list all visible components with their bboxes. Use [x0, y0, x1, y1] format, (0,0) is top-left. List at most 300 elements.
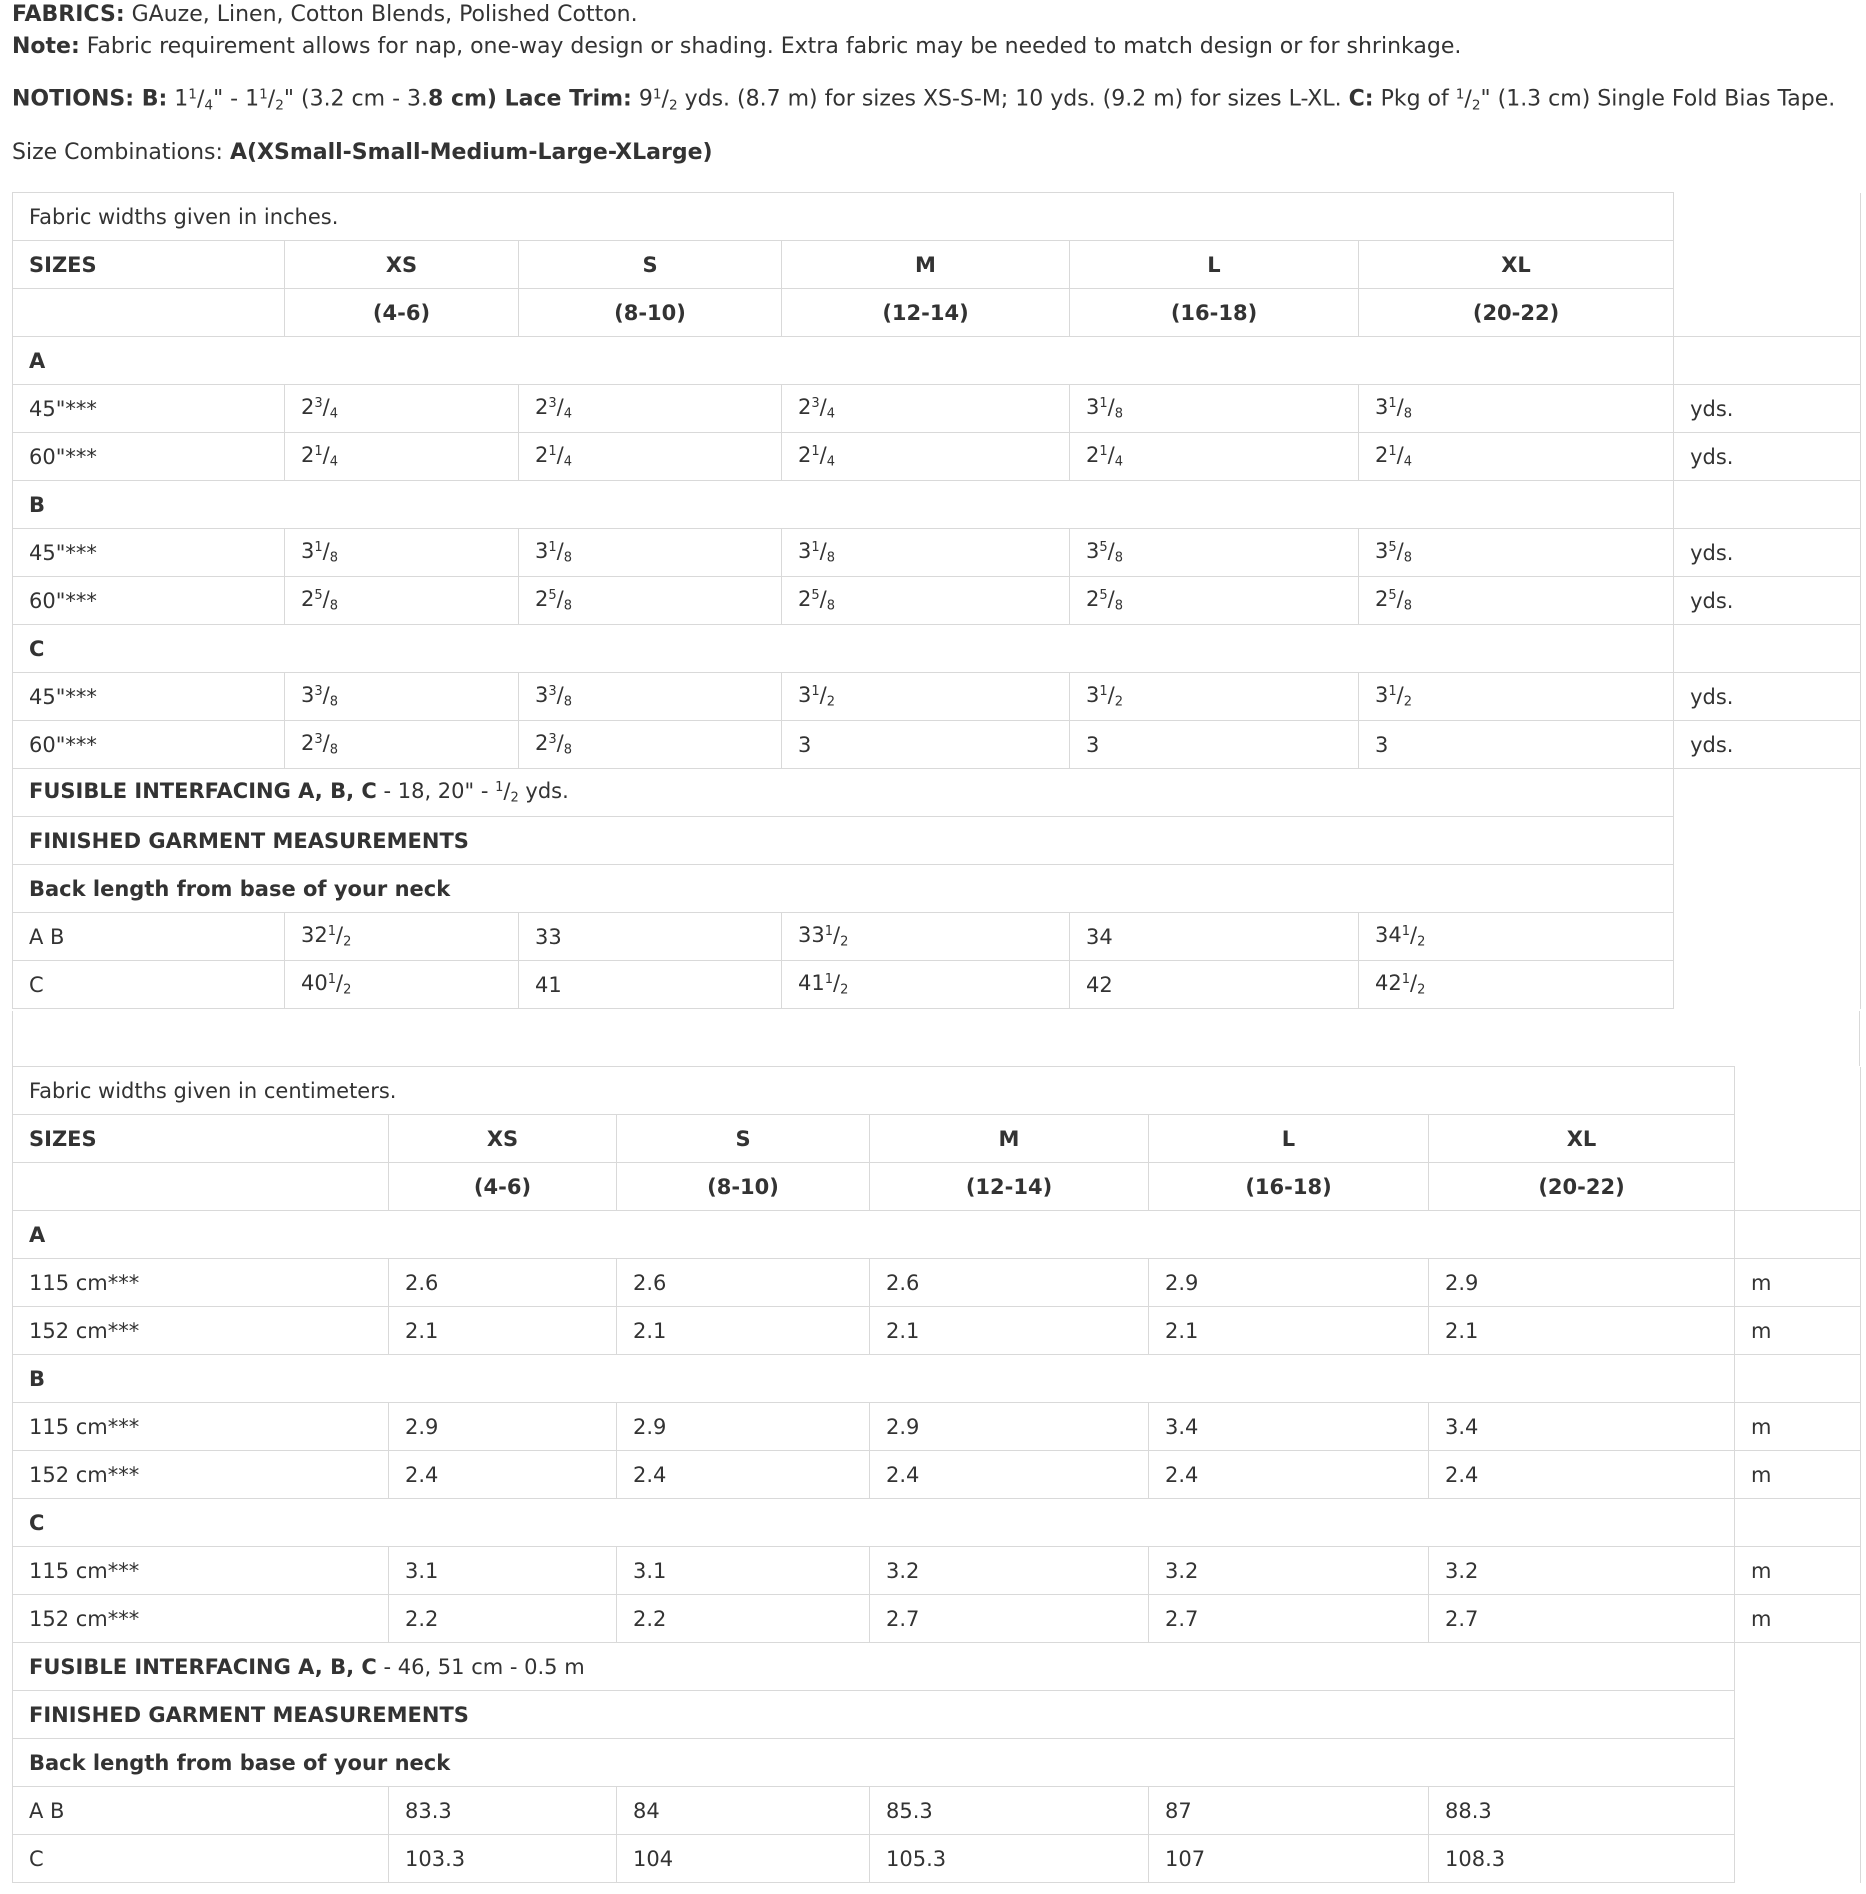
size-range-row [13, 289, 1861, 337]
yardage-value: 3.1 [617, 1547, 870, 1595]
value-fraction: $^1$/4 [314, 443, 339, 470]
interfacing-label: FUSIBLE INTERFACING A, B, C [29, 779, 377, 804]
value-whole: 3 [301, 539, 315, 564]
yardage-value [519, 577, 782, 625]
fraction-numerator: 1 [327, 924, 337, 940]
value-whole: 3 [1375, 683, 1389, 708]
view-row [13, 1499, 1861, 1547]
view-row [13, 337, 1861, 385]
value-fraction: $^3$/8 [314, 731, 339, 758]
yardage-value: 2.1 [870, 1307, 1149, 1355]
fraction-numerator: 1 [1099, 444, 1108, 460]
yardage-row [13, 577, 1861, 625]
measurement-value: 85.3 [870, 1787, 1149, 1835]
blank-cell [1735, 1691, 1861, 1739]
fraction-denominator: 4 [1403, 454, 1413, 470]
yardage-value [1070, 385, 1359, 433]
notions-b-mid: " - [213, 86, 246, 112]
back-length-row [13, 1739, 1861, 1787]
size-header: S [617, 1115, 870, 1163]
value-whole: 3 [1086, 683, 1100, 708]
yardage-value: 2.4 [1429, 1451, 1735, 1499]
value-whole: 3 [535, 539, 549, 564]
fraction-numerator: 3 [314, 396, 323, 412]
yardage-value: 2.1 [1149, 1307, 1429, 1355]
fraction-denominator: 2 [1403, 694, 1413, 710]
value-whole: 33 [798, 923, 825, 948]
fraction-denominator: 8 [329, 742, 339, 758]
fraction-numerator: 1 [1388, 444, 1397, 460]
fabric-width: 60"*** [13, 721, 285, 769]
notions-b-bold: 8 cm) Lace Trim: [428, 86, 632, 112]
yardage-value [782, 433, 1070, 481]
yardage-value [519, 673, 782, 721]
blank-cell [1735, 1643, 1861, 1691]
value-whole: 2 [1375, 443, 1389, 468]
yardage-value: 2.1 [1429, 1307, 1735, 1355]
fraction-denominator: 8 [826, 598, 836, 614]
size-header: XS [285, 241, 519, 289]
interfacing-row [13, 769, 1861, 817]
measurement-view-label: C [13, 1835, 389, 1883]
value-whole: 34 [1375, 923, 1402, 948]
yardage-value [1070, 577, 1359, 625]
value-whole: 3 [1086, 395, 1100, 420]
unit-label: yds. [1674, 721, 1861, 769]
fabric-width: 115 cm*** [13, 1547, 389, 1595]
fraction-numerator: 1 [1099, 684, 1108, 700]
fraction-denominator: 2 [840, 934, 849, 950]
yardage-value [1359, 433, 1674, 481]
fraction-numerator: 1 [811, 684, 820, 700]
yardage-value: 2.4 [870, 1451, 1149, 1499]
interfacing-text: - 18, 20" - [376, 779, 496, 804]
value-whole: 42 [1375, 971, 1402, 996]
measurement-value: 88.3 [1429, 1787, 1735, 1835]
view-label: A [13, 337, 1674, 385]
measurement-value: 107 [1149, 1835, 1429, 1883]
yardage-row [13, 721, 1861, 769]
blank-cell [13, 289, 285, 337]
fraction-numerator: 1 [188, 86, 197, 102]
value-whole: 3 [798, 683, 812, 708]
value-whole: 3 [1375, 395, 1389, 420]
blank-cell [1674, 193, 1861, 241]
measurement-value: 103.3 [389, 1835, 617, 1883]
blank-cell [1674, 769, 1861, 817]
yardage-value [782, 385, 1070, 433]
fraction-denominator: 2 [275, 96, 284, 113]
value-fraction: $^3$/8 [548, 731, 573, 758]
fabric-width: 60"*** [13, 433, 285, 481]
yardage-value: 2.7 [1429, 1595, 1735, 1643]
notions-label: NOTIONS: B: [12, 86, 168, 112]
fraction-denominator: 8 [563, 550, 573, 566]
yardage-value [519, 385, 782, 433]
fraction-denominator: 8 [329, 550, 339, 566]
value-fraction: $^5$/8 [1099, 539, 1124, 566]
measurement-view-label: C [13, 961, 285, 1009]
size-range: (12-14) [782, 289, 1070, 337]
blank-cell [1674, 625, 1861, 673]
measurement-value [782, 913, 1070, 961]
value-fraction: $^3$/4 [314, 395, 339, 422]
fraction-denominator: 8 [1403, 550, 1413, 566]
yardage-value: 2.1 [617, 1307, 870, 1355]
fraction-denominator: 8 [329, 694, 339, 710]
yardage-value: 3.4 [1149, 1403, 1429, 1451]
yardage-value [285, 529, 519, 577]
fabric-width: 115 cm*** [13, 1259, 389, 1307]
finished-measurements-row [13, 1691, 1861, 1739]
notions-b-tail: " (3.2 cm - 3. [283, 86, 428, 112]
size-range: (8-10) [519, 289, 782, 337]
value-whole: 32 [301, 923, 328, 948]
size-header: L [1149, 1115, 1429, 1163]
fraction-numerator: 5 [314, 588, 323, 604]
blank-cell [1674, 337, 1861, 385]
interfacing-fraction: $^1$/2 [495, 779, 519, 806]
fraction-numerator: 5 [1099, 540, 1108, 556]
blank-cell [1674, 481, 1861, 529]
value-whole: 40 [301, 971, 328, 996]
yardage-row [13, 529, 1861, 577]
blank-cell [1674, 817, 1861, 865]
blank-cell [1674, 241, 1861, 289]
size-header: XS [389, 1115, 617, 1163]
value-fraction: $^5$/8 [1388, 587, 1413, 614]
yardage-row [13, 385, 1861, 433]
measurement-value: 41 [519, 961, 782, 1009]
size-header: M [782, 241, 1070, 289]
table-caption: Fabric widths given in inches. [13, 193, 1674, 241]
size-combinations-line [12, 140, 713, 165]
value-fraction: $^1$/4 [811, 443, 836, 470]
yardage-row [13, 1259, 1861, 1307]
measurement-row [13, 1835, 1861, 1883]
fraction-numerator: 3 [548, 684, 557, 700]
yardage-value: 2.1 [389, 1307, 617, 1355]
fabric-width: 152 cm*** [13, 1307, 389, 1355]
back-length-heading: Back length from base of your neck [13, 865, 1674, 913]
yardage-value [285, 673, 519, 721]
yardage-value [1359, 673, 1674, 721]
size-range: (16-18) [1070, 289, 1359, 337]
measurement-value: 33 [519, 913, 782, 961]
fraction-numerator: 1 [548, 444, 557, 460]
finished-measurements-row [13, 817, 1861, 865]
value-whole: 2 [301, 395, 315, 420]
caption-row [13, 193, 1861, 241]
value-whole: 3 [535, 683, 549, 708]
view-label: B [13, 481, 1674, 529]
value-whole: 3 [1086, 539, 1100, 564]
fraction-denominator: 4 [563, 406, 573, 422]
notions-c-fraction: $^1$/2 [1455, 86, 1481, 113]
fraction-denominator: 8 [329, 598, 339, 614]
fraction-denominator: 8 [563, 742, 573, 758]
value-fraction: $^3$/8 [314, 683, 339, 710]
notions-c-pre: Pkg of [1380, 86, 1456, 112]
notions-b-fraction-2: $^1$/2 [259, 86, 284, 113]
yardage-value [782, 577, 1070, 625]
metric-yardage-table [12, 1066, 1861, 1883]
finished-measurements-heading: FINISHED GARMENT MEASUREMENTS [13, 1691, 1735, 1739]
sizes-label: SIZES [13, 241, 285, 289]
yardage-value [285, 577, 519, 625]
yardage-value [1359, 385, 1674, 433]
unit-label: yds. [1674, 529, 1861, 577]
value-fraction: $^1$/8 [1388, 395, 1413, 422]
table-spacer [12, 1011, 1860, 1066]
fabric-width: 45"*** [13, 385, 285, 433]
unit-label: yds. [1674, 673, 1861, 721]
fraction-denominator: 4 [826, 406, 836, 422]
size-header: XL [1429, 1115, 1735, 1163]
fraction-denominator: 4 [329, 454, 339, 470]
yardage-value: 2.4 [617, 1451, 870, 1499]
fraction-numerator: 1 [548, 540, 557, 556]
notions-b-whole2: 1 [245, 86, 260, 112]
fraction-denominator: 8 [563, 694, 573, 710]
yardage-value: 3.2 [870, 1547, 1149, 1595]
value-whole: 2 [798, 443, 812, 468]
value-fraction: $^1$/8 [1099, 395, 1124, 422]
value-fraction: $^1$/2 [1401, 971, 1426, 998]
value-fraction: $^1$/4 [1388, 443, 1413, 470]
size-header: S [519, 241, 782, 289]
fraction-denominator: 4 [563, 454, 573, 470]
view-label: B [13, 1355, 1735, 1403]
yardage-value [782, 673, 1070, 721]
yardage-row [13, 433, 1861, 481]
notions-c-text: " (1.3 cm) Single Fold Bias Tape. [1480, 86, 1836, 112]
yardage-value: 2.7 [1149, 1595, 1429, 1643]
fraction-denominator: 2 [1417, 934, 1426, 950]
size-combinations-value: A(XSmall-Small-Medium-Large-XLarge) [229, 140, 713, 165]
yardage-value: 3.1 [389, 1547, 617, 1595]
size-combinations-label: Size Combinations: [12, 140, 223, 165]
yardage-value: 2.9 [1429, 1259, 1735, 1307]
view-row [13, 625, 1861, 673]
blank-cell [1735, 1163, 1861, 1211]
blank-cell [1735, 1067, 1861, 1115]
blank-cell [1735, 1355, 1861, 1403]
fraction-numerator: 1 [1455, 86, 1465, 102]
blank-cell [13, 1163, 389, 1211]
interfacing-text: - 46, 51 cm - 0.5 m [376, 1654, 585, 1679]
note-label: Note: [12, 34, 80, 59]
yardage-value: 2.7 [870, 1595, 1149, 1643]
yardage-value [285, 433, 519, 481]
unit-label: m [1735, 1403, 1861, 1451]
fraction-denominator: 2 [510, 790, 519, 806]
measurement-value: 104 [617, 1835, 870, 1883]
yardage-value [519, 529, 782, 577]
value-whole: 3 [798, 539, 812, 564]
notions-b-whole1: 1 [174, 86, 189, 112]
fabric-width: 115 cm*** [13, 1403, 389, 1451]
yardage-value [519, 433, 782, 481]
value-whole: 2 [798, 395, 812, 420]
fraction-denominator: 8 [1114, 598, 1124, 614]
value-fraction: $^1$/2 [1401, 923, 1426, 950]
fraction-denominator: 4 [204, 96, 214, 113]
measurement-value [285, 913, 519, 961]
fraction-numerator: 3 [548, 732, 557, 748]
fabric-width: 60"*** [13, 577, 285, 625]
fabric-width: 45"*** [13, 673, 285, 721]
yardage-row [13, 1595, 1861, 1643]
value-fraction: $^1$/8 [314, 539, 339, 566]
yardage-value: 3 [782, 721, 1070, 769]
measurement-value: 105.3 [870, 1835, 1149, 1883]
back-length-row [13, 865, 1861, 913]
fraction-denominator: 8 [1114, 550, 1124, 566]
size-range: (20-22) [1429, 1163, 1735, 1211]
fraction-numerator: 1 [1388, 684, 1397, 700]
fraction-numerator: 1 [1401, 924, 1411, 940]
value-whole: 41 [798, 971, 825, 996]
fraction-denominator: 4 [826, 454, 836, 470]
value-fraction: $^1$/8 [548, 539, 573, 566]
fraction-denominator: 2 [1471, 96, 1481, 113]
yardage-value: 2.9 [617, 1403, 870, 1451]
blank-cell [1735, 1835, 1861, 1883]
notions-c-label: C: [1348, 86, 1374, 112]
value-fraction: $^1$/2 [327, 923, 352, 950]
fraction-denominator: 2 [840, 982, 849, 998]
value-whole: 3 [1375, 539, 1389, 564]
interfacing-label: FUSIBLE INTERFACING A, B, C [29, 1654, 377, 1679]
view-row [13, 1211, 1861, 1259]
unit-label: yds. [1674, 433, 1861, 481]
fraction-denominator: 8 [563, 598, 573, 614]
fraction-denominator: 2 [343, 982, 352, 998]
value-fraction: $^5$/8 [1388, 539, 1413, 566]
fabric-width: 45"*** [13, 529, 285, 577]
measurement-view-label: A B [13, 913, 285, 961]
fraction-numerator: 1 [1099, 396, 1108, 412]
measurement-value: 108.3 [1429, 1835, 1735, 1883]
fraction-denominator: 4 [329, 406, 339, 422]
value-whole: 2 [1375, 587, 1389, 612]
value-fraction: $^1$/8 [811, 539, 836, 566]
imperial-yardage-table [12, 192, 1861, 1009]
size-range: (4-6) [285, 289, 519, 337]
fraction-denominator: 2 [668, 96, 678, 113]
value-fraction: $^1$/4 [548, 443, 573, 470]
yardage-row [13, 1403, 1861, 1451]
fabrics-label: FABRICS: [12, 2, 125, 27]
yardage-value: 2.2 [617, 1595, 870, 1643]
note-line [12, 34, 1461, 59]
view-label: A [13, 1211, 1735, 1259]
fraction-denominator: 2 [1417, 982, 1426, 998]
fraction-numerator: 1 [314, 540, 323, 556]
fraction-numerator: 1 [824, 924, 834, 940]
fraction-numerator: 3 [314, 732, 323, 748]
yardage-value: 2.4 [389, 1451, 617, 1499]
lace-whole: 9 [638, 86, 653, 112]
view-label: C [13, 1499, 1735, 1547]
yardage-row [13, 1451, 1861, 1499]
value-fraction: $^3$/4 [811, 395, 836, 422]
value-whole: 2 [301, 443, 315, 468]
size-range: (4-6) [389, 1163, 617, 1211]
value-whole: 2 [535, 587, 549, 612]
table-caption: Fabric widths given in centimeters. [13, 1067, 1735, 1115]
fabrics-line [12, 2, 638, 27]
view-label: C [13, 625, 1674, 673]
value-whole: 3 [301, 683, 315, 708]
yardage-value: 2.9 [870, 1403, 1149, 1451]
fraction-numerator: 1 [1388, 396, 1397, 412]
unit-label: m [1735, 1259, 1861, 1307]
fraction-numerator: 3 [548, 396, 557, 412]
measurement-value: 84 [617, 1787, 870, 1835]
yardage-value: 2.2 [389, 1595, 617, 1643]
blank-cell [1735, 1787, 1861, 1835]
blank-cell [1735, 1499, 1861, 1547]
value-fraction: $^5$/8 [1099, 587, 1124, 614]
value-whole: 2 [535, 731, 549, 756]
unit-label: m [1735, 1451, 1861, 1499]
yardage-value [1070, 433, 1359, 481]
yardage-value [519, 721, 782, 769]
blank-cell [1674, 289, 1861, 337]
sizes-header-row [13, 241, 1861, 289]
value-whole: 2 [535, 395, 549, 420]
yardage-value [285, 721, 519, 769]
value-fraction: $^1$/2 [824, 971, 849, 998]
fraction-denominator: 8 [1114, 406, 1124, 422]
fraction-denominator: 8 [1403, 598, 1413, 614]
fabric-width: 152 cm*** [13, 1451, 389, 1499]
fabrics-text: GAuze, Linen, Cotton Blends, Polished Cotton. [131, 2, 638, 27]
yardage-value [1070, 529, 1359, 577]
measurement-value: 87 [1149, 1787, 1429, 1835]
note-text: Fabric requirement allows for nap, one-way design or shading. Extra fabric may be needed to match design or for shrinkage. [86, 34, 1462, 59]
size-range: (20-22) [1359, 289, 1674, 337]
yardage-value: 2.9 [389, 1403, 617, 1451]
value-fraction: $^5$/8 [548, 587, 573, 614]
blank-cell [1674, 865, 1861, 913]
yardage-value: 3.2 [1429, 1547, 1735, 1595]
fabric-width: 152 cm*** [13, 1595, 389, 1643]
yardage-value: 2.4 [1149, 1451, 1429, 1499]
blank-cell [1735, 1211, 1861, 1259]
value-whole: 2 [301, 731, 315, 756]
yardage-value: 3.2 [1149, 1547, 1429, 1595]
unit-label: m [1735, 1595, 1861, 1643]
yardage-value [1359, 529, 1674, 577]
unit-label: yds. [1674, 385, 1861, 433]
yardage-value: 2.9 [1149, 1259, 1429, 1307]
blank-cell [1674, 913, 1861, 961]
view-row [13, 1355, 1861, 1403]
yardage-value: 3.4 [1429, 1403, 1735, 1451]
fraction-numerator: 5 [548, 588, 557, 604]
measurement-value [285, 961, 519, 1009]
size-range: (12-14) [870, 1163, 1149, 1211]
fraction-denominator: 2 [826, 694, 836, 710]
measurement-view-label: A B [13, 1787, 389, 1835]
size-header: L [1070, 241, 1359, 289]
blank-cell [1735, 1115, 1861, 1163]
value-fraction: $^1$/2 [327, 971, 352, 998]
fraction-numerator: 5 [1388, 540, 1397, 556]
